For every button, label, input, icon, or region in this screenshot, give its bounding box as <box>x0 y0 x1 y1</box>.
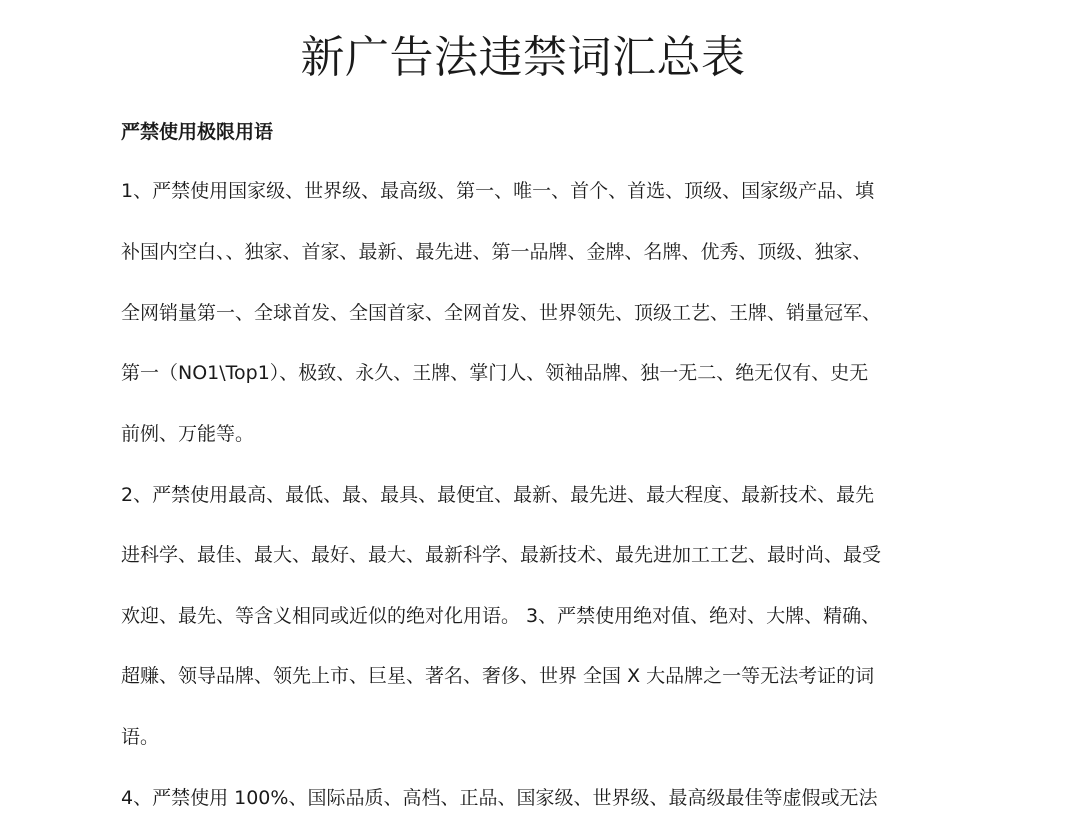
body-line: 前例、万能等。 <box>121 423 255 445</box>
body-line: 补国内空白、、独家、首家、最新、最先进、第一品牌、金牌、名牌、优秀、顶级、独家、 <box>121 241 872 263</box>
body-line: 1、严禁使用国家级、世界级、最高级、第一、唯一、首个、首选、顶级、国家级产品、填 <box>121 180 875 202</box>
body-line: 全网销量第一、全球首发、全国首家、全网首发、世界领先、顶级工艺、王牌、销量冠军、 <box>121 302 882 324</box>
section-heading: 严禁使用极限用语 <box>121 121 274 143</box>
body-line: 第一（NO1\Top1）、极致、永久、王牌、掌门人、领袖品牌、独一无二、绝无仅有、史无 <box>121 362 869 384</box>
body-line: 语。 <box>121 726 160 748</box>
body-line: 2、严禁使用最高、最低、最、最具、最便宜、最新、最先进、最大程度、最新技术、最先 <box>121 484 875 506</box>
body-line: 超赚、领导品牌、领先上市、巨星、著名、奢侈、世界 全国 X 大品牌之一等无法考证的词 <box>121 665 875 687</box>
body-line: 进科学、最佳、最大、最好、最大、最新科学、最新技术、最先进加工工艺、最时尚、最受 <box>121 544 882 566</box>
document-title: 新广告法违禁词汇总表 <box>300 32 746 83</box>
body-line: 4、严禁使用 100%、国际品质、高档、正品、国家级、世界级、最高级最佳等虚假或无法 <box>121 787 878 809</box>
body-line: 欢迎、最先、等含义相同或近似的绝对化用语。 3、严禁使用绝对值、绝对、大牌、精确、 <box>121 605 881 627</box>
